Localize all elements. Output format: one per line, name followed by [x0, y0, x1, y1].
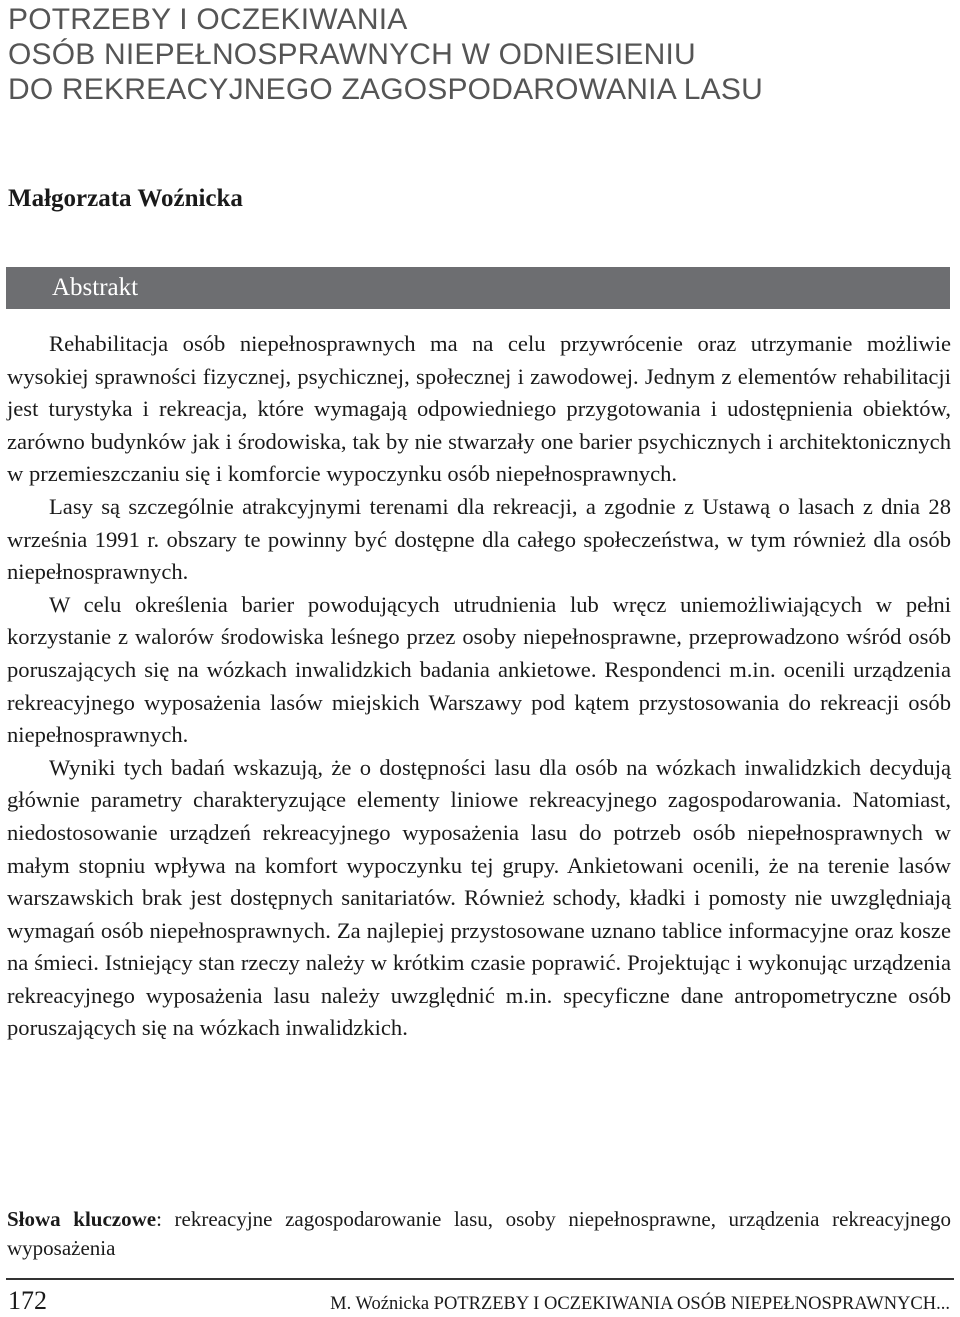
- running-head: M. Woźnicka POTRZEBY I OCZEKIWANIA OSÓB NIEPEŁNOSPRAWNYCH...: [330, 1294, 950, 1314]
- abstract-paragraph-4: Wyniki tych badań wskazują, że o dostępności lasu dla osób na wózkach inwalidzkich decydują głównie parametry charakteryzujące elementy liniowe rekreacyjnego zagospodarowania. Natomiast, niedostosowanie urządzeń rekreacyjnego wyposażenia lasu do potrzeb osób niepełnosprawnych w małym stopniu wpływa na komfort wypoczynku tej grupy. Ankietowani ocenili, że na terenie lasów warszawskich brak jest dostępnych sanitariatów. Również schody, kładki i pomosty nie uwzględniają wymagań osób niepełnosprawnych. Za najlepiej przystosowane uznano tablice informacyjne oraz kosze na śmieci. Istniejący stan rzeczy należy w krótkim czasie poprawić. Projektując i wykonując urządzenia rekreacyjnego wyposażenia lasu należy uwzględnić m.in. specyficzne dane antropometryczne osób poruszających się na wózkach inwalidzkich.: [7, 754, 951, 1041]
- abstract-paragraph-3: W celu określenia barier powodujących utrudnienia lub wręcz uniemożliwiających w pełni korzystanie z walorów środowiska leśnego przez osoby niepełnosprawne, przeprowadzono wśród osób poruszających się na wózkach inwalidzkich badania ankietowe. Respondenci m.in. ocenili urządzenia rekreacyjnego wyposażenia lasów miejskich Warszawy pod kątem przystosowania do rekreacji osób niepełnosprawnych.: [7, 591, 951, 748]
- title-line-2: OSÓB NIEPEŁNOSPRAWNYCH W ODNIESIENIU: [8, 38, 696, 71]
- abstract-heading: Abstrakt: [52, 274, 139, 301]
- keywords-text: : rekreacyjne zagospodarowanie lasu, osoby niepełnosprawne, urządzenia rekreacyjnego wyposażenia: [7, 1207, 952, 1260]
- keywords-label: Słowa kluczowe: [7, 1207, 157, 1231]
- abstract-paragraph-1: Rehabilitacja osób niepełnosprawnych ma na celu przywrócenie oraz utrzymanie możliwie wysokiej sprawności fizycznej, psychicznej, społecznej i zawodowej. Jednym z elementów rehabilitacji jest turystyka i rekreacja, które wymagają odpowiedniego przygotowania i udostępnienia obiektów, zarówno budynków jak i środowiska, tak by nie stwarzały one barier psychicznych i architektonicznych w przemieszczaniu się i komforcie wypoczynku osób niepełnosprawnych.: [7, 331, 951, 487]
- title-line-1: POTRZEBY I OCZEKIWANIA: [8, 3, 408, 36]
- article-title: [8, 2, 948, 107]
- abstract-heading-bar: [6, 267, 950, 309]
- footer-divider: [6, 1278, 954, 1280]
- author-name: Małgorzata Woźnicka: [8, 185, 243, 212]
- keywords: [7, 1205, 951, 1263]
- abstract-paragraph-2: Lasy są szczególnie atrakcyjnymi terenami dla rekreacji, a zgodnie z Ustawą o lasach z dnia 28 września 1991 r. obszary te powinny być dostępne dla całego społeczeństwa, w tym również dla osób niepełnosprawnych.: [7, 493, 951, 585]
- abstract-body: [7, 328, 951, 1045]
- title-line-3: DO REKREACYJNEGO ZAGOSPODAROWANIA LASU: [8, 73, 763, 106]
- page-number: 172: [8, 1286, 47, 1315]
